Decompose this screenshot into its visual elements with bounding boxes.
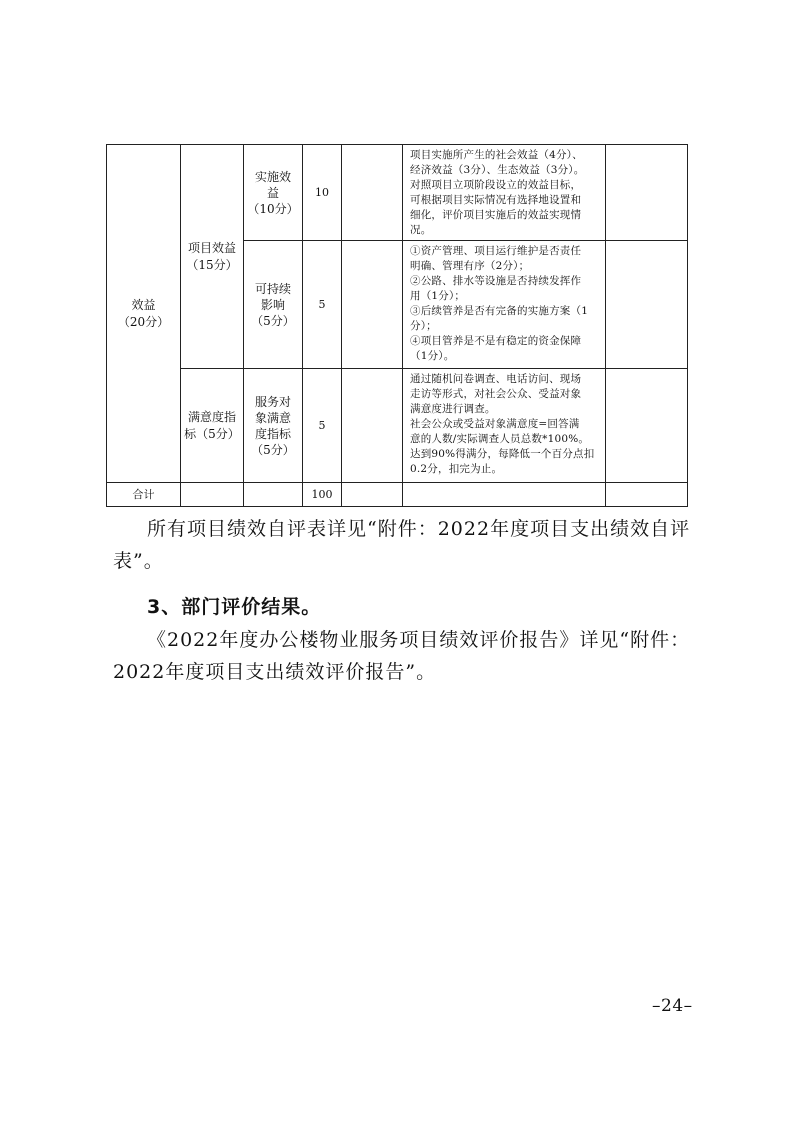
- score-cell: 5: [303, 241, 342, 369]
- indicator-text: （10分）: [247, 201, 299, 216]
- description-line: 意的人数/实际调查人员总数*100%。: [410, 433, 590, 445]
- description-line: 通过随机问卷调查、电话访问、现场: [410, 373, 582, 385]
- empty-cell: [606, 145, 688, 241]
- description-line: ①资产管理、项目运行维护是否责任: [410, 245, 582, 257]
- empty-cell: [606, 241, 688, 369]
- indicator-text: 益: [266, 185, 279, 200]
- level2-indicator-score: 标（5分）: [184, 426, 240, 441]
- page-number: –24–: [652, 996, 693, 1016]
- indicator-text: 影响: [260, 297, 285, 312]
- description-line: 达到90%得满分，每降低一个百分点扣: [410, 448, 595, 460]
- table-total-row: [107, 483, 688, 507]
- indicator-text: 服务对: [254, 394, 291, 409]
- table-row: [107, 145, 688, 241]
- description-line: 对照项目立项阶段设立的效益目标，: [410, 179, 582, 191]
- description-line: 分）；: [410, 320, 437, 332]
- description-line: ④项目管养是不是有稳定的资金保障: [410, 335, 582, 347]
- description-line: （1分）。: [410, 350, 455, 362]
- empty-cell: [342, 369, 403, 483]
- description-line: 社会公众或受益对象满意度=回答满: [410, 418, 580, 430]
- description-line: ③后续管养是否有完备的实施方案（1: [410, 305, 589, 317]
- score-cell: 10: [303, 145, 342, 241]
- level2-indicator-score: （15分）: [186, 257, 238, 272]
- empty-cell: [606, 369, 688, 483]
- description-cell: [403, 369, 606, 483]
- score-cell: 5: [303, 369, 342, 483]
- body-paragraph: 《2022年度办公楼物业服务项目绩效评价报告》详见“附件：2022年度项目支出绩效评价报告”。: [113, 629, 691, 683]
- description-line: 走访等形式，对社会公众、受益对象: [410, 388, 582, 400]
- empty-cell: [342, 241, 403, 369]
- total-score: 100: [303, 483, 342, 507]
- description-cell: [403, 145, 606, 241]
- level3-indicator-cell: [244, 241, 303, 369]
- description-line: 可根据项目实际情况有选择地设置和: [410, 194, 582, 206]
- total-label: 合计: [107, 483, 181, 507]
- indicator-text: （5分）: [251, 442, 295, 457]
- empty-cell: [244, 483, 303, 507]
- level2-indicator-label: 满意度指: [187, 409, 236, 424]
- description-line: 况。: [410, 224, 432, 236]
- table-row: [107, 369, 688, 483]
- performance-evaluation-table: [106, 144, 688, 507]
- description-line: ②公路、排水等设施是否持续发挥作: [410, 275, 582, 287]
- level2-indicator-cell: [181, 145, 244, 369]
- description-line: 项目实施所产生的社会效益（4分）、: [410, 149, 583, 161]
- description-line: 明确、管理有序（2分）；: [410, 260, 530, 272]
- level1-indicator-score: （20分）: [117, 314, 170, 329]
- description-line: 0.2分，扣完为止。: [410, 463, 503, 475]
- indicator-text: 实施效: [254, 169, 291, 184]
- level3-indicator-cell: [244, 145, 303, 241]
- body-paragraph: 所有项目绩效自评表详见“附件：2022年度项目支出绩效自评表”。: [113, 518, 691, 572]
- description-line: 经济效益（3分）、生态效益（3分）。: [410, 164, 585, 176]
- empty-cell: [342, 483, 403, 507]
- description-line: 满意度进行调查。: [410, 403, 496, 415]
- indicator-text: 可持续: [254, 281, 291, 296]
- indicator-text: 度指标: [254, 426, 291, 441]
- description-line: 细化，评价项目实施后的效益实现情: [410, 209, 582, 221]
- level3-indicator-cell: [244, 369, 303, 483]
- description-cell: [403, 241, 606, 369]
- empty-cell: [403, 483, 606, 507]
- description-line: 用（1分）；: [410, 290, 466, 302]
- indicator-text: 象满意: [254, 410, 291, 425]
- level2-indicator-cell: [181, 369, 244, 483]
- empty-cell: [342, 145, 403, 241]
- level2-indicator-label: 项目效益: [187, 240, 236, 255]
- indicator-text: （5分）: [251, 313, 295, 328]
- empty-cell: [606, 483, 688, 507]
- level1-indicator-label: 效益: [131, 297, 156, 312]
- level1-indicator-cell: [107, 145, 181, 483]
- empty-cell: [181, 483, 244, 507]
- section-heading: 3、部门评价结果。: [147, 596, 322, 618]
